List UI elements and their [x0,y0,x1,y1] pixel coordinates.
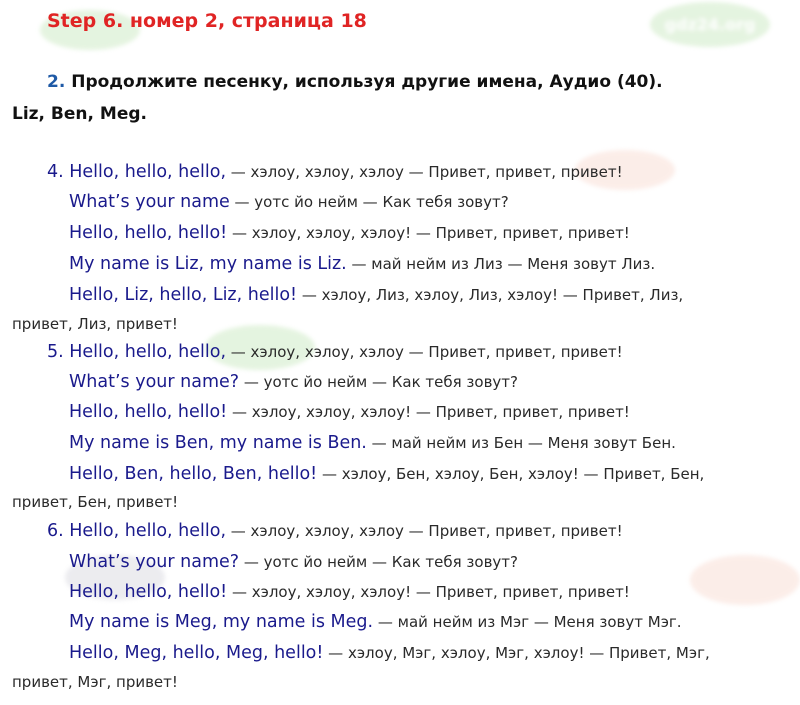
translation-text: — хэлоу, хэлоу, хэлоу — Привет, привет, привет! [226,522,623,540]
translation-text: — уотс йо нейм — Как тебя зовут? [239,373,518,391]
verse-continuation: привет, Бен, привет! [12,493,179,511]
translation-text: — хэлоу, хэлоу, хэлоу — Привет, привет, привет! [226,163,623,181]
translation-text: — уотс йо нейм — Как тебя зовут? [239,553,518,571]
verse-line [69,611,682,633]
english-text: My name is Meg, my name is Meg. [69,612,374,632]
watermark-text: gdz24.org [664,15,756,34]
verse-line [69,401,630,423]
translation-text: — хэлоу, Мэг, хэлоу, Мэг, хэлоу! — Привет, Мэг, [323,644,710,662]
translation-text: — хэлоу, Бен, хэлоу, Бен, хэлоу! — Привет, Бен, [317,465,705,483]
english-text: What’s your name? [69,372,240,392]
verse-line [47,341,623,363]
translation-text: — май нейм из Мэг — Меня зовут Мэг. [373,613,682,631]
verse-line [69,463,704,485]
english-text: 6. Hello, hello, hello, [47,521,227,541]
watermark-logo [650,2,770,47]
verse-line [69,253,655,275]
translation-text: — хэлоу, хэлоу, хэлоу — Привет, привет, привет! [226,343,623,361]
translation-text: — май нейм из Бен — Меня зовут Бен. [366,434,676,452]
task-names: Liz, Ben, Meg. [12,104,147,124]
english-text: Hello, Meg, hello, Meg, hello! [69,643,324,663]
verse-line [69,222,630,244]
translation-text: — май нейм из Лиз — Меня зовут Лиз. [346,255,656,273]
translation-text: — хэлоу, хэлоу, хэлоу! — Привет, привет, привет! [227,403,630,421]
english-text: Hello, Ben, hello, Ben, hello! [69,464,318,484]
english-text: What’s your name? [69,552,240,572]
english-text: Hello, hello, hello! [69,223,228,243]
watermark-logo [690,555,800,605]
english-text: Hello, Liz, hello, Liz, hello! [69,285,298,305]
verse-continuation: привет, Мэг, привет! [12,673,178,691]
task-heading [47,72,663,92]
verse-line [47,161,623,183]
translation-text: — хэлоу, хэлоу, хэлоу! — Привет, привет, привет! [227,224,630,242]
verse-continuation: привет, Лиз, привет! [12,315,178,333]
verse-line [69,371,518,393]
task-text: Продолжите песенку, используя другие имена, Аудио (40). [71,72,663,92]
verse-line [69,432,676,454]
translation-text: — хэлоу, хэлоу, хэлоу! — Привет, привет, привет! [227,583,630,601]
english-text: My name is Liz, my name is Liz. [69,254,347,274]
english-text: What’s your name [69,192,230,212]
english-text: My name is Ben, my name is Ben. [69,433,367,453]
page-title: Step 6. номер 2, страница 18 [47,10,367,32]
english-text: Hello, hello, hello! [69,582,228,602]
verse-line [69,191,509,213]
verse-line [69,642,710,664]
verse-line [69,551,518,573]
verse-line [69,284,683,306]
translation-text: — хэлоу, Лиз, хэлоу, Лиз, хэлоу! — Привет, Лиз, [297,286,684,304]
translation-text: — уотс йо нейм — Как тебя зовут? [229,193,509,211]
english-text: 5. Hello, hello, hello, [47,342,227,362]
english-text: Hello, hello, hello! [69,402,228,422]
verse-line [47,520,623,542]
task-number: 2. [47,72,66,92]
verse-line [69,581,630,603]
english-text: 4. Hello, hello, hello, [47,162,227,182]
